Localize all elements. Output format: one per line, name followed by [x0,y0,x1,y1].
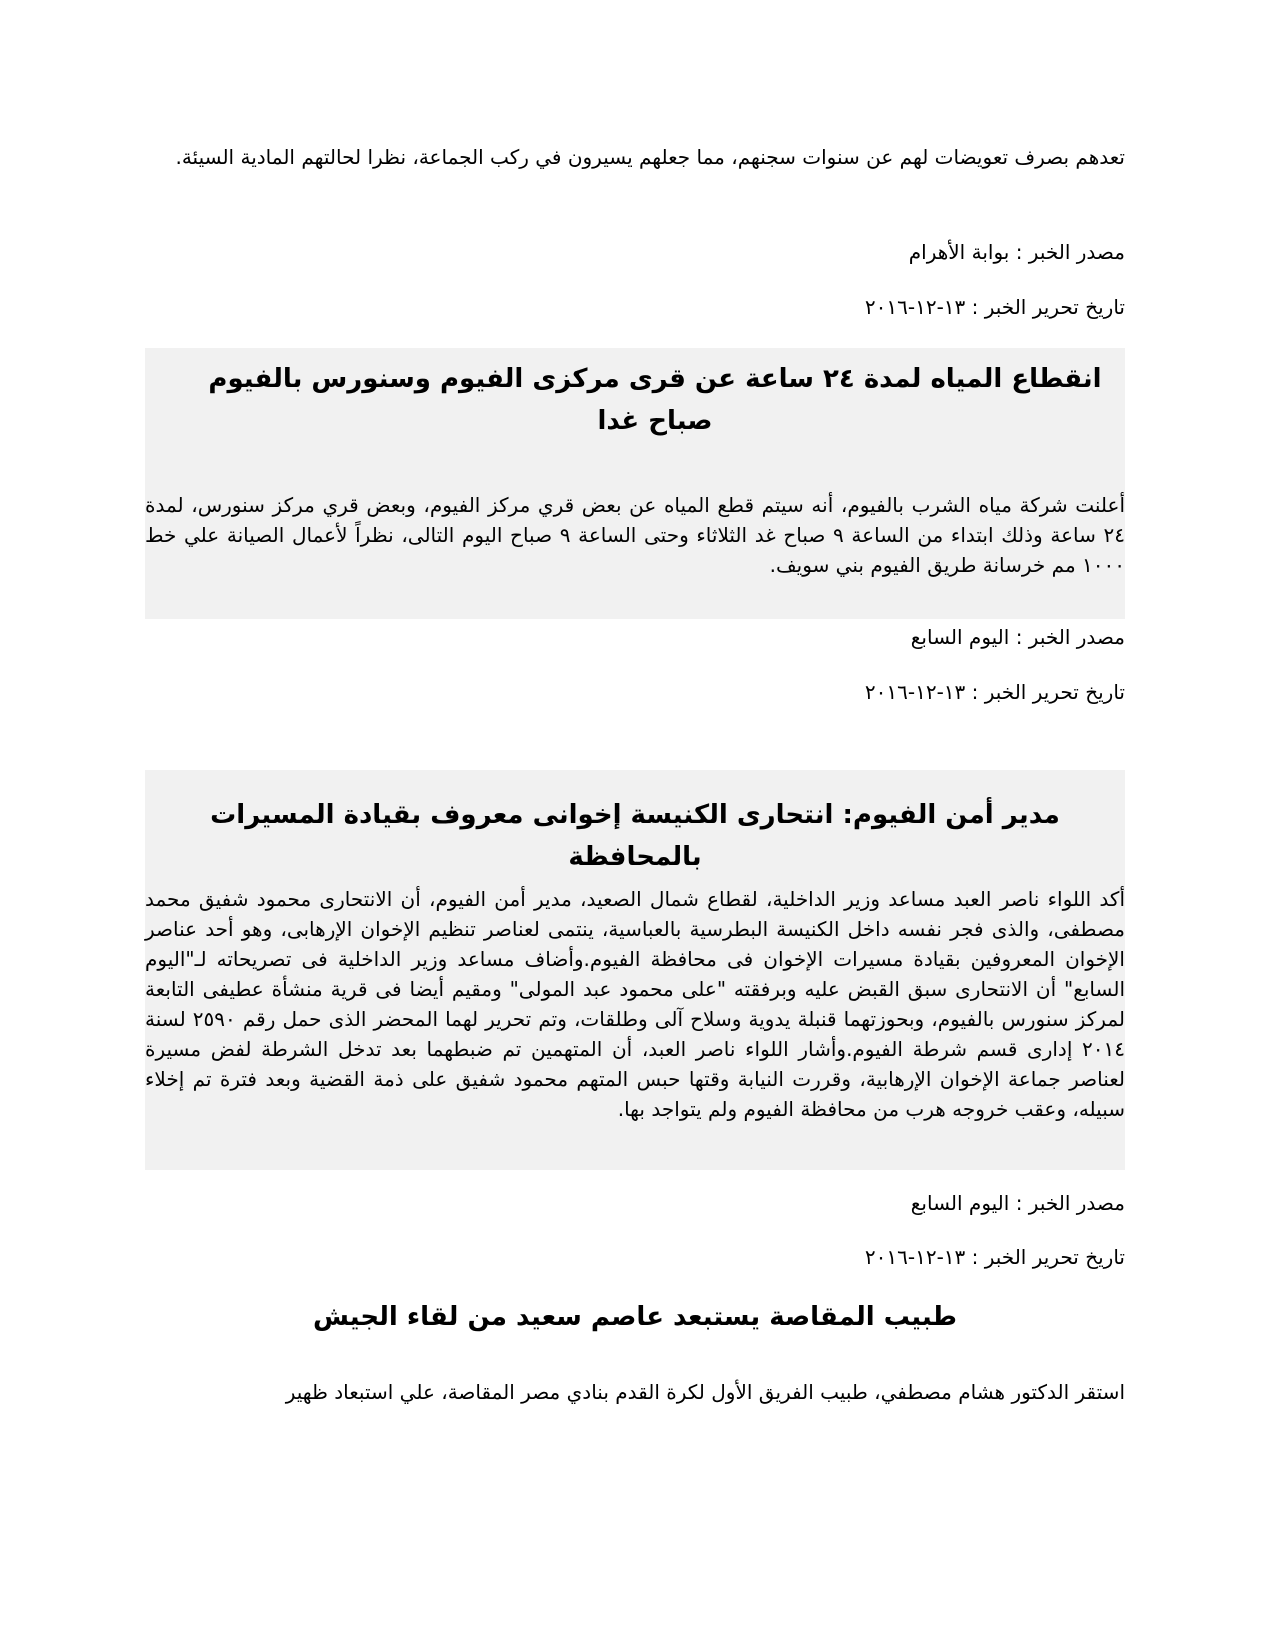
article-body: أكد اللواء ناصر العبد مساعد وزير الداخلية، لقطاع شمال الصعيد، مدير أمن الفيوم، أن الانتحارى محمود شفيق محمد مصطفى، والذى فجر نفسه داخل الكنيسة البطرسية بالعباسية، ينتمى لعناصر تنظيم الإخوان الإرهابى، وهو أحد عناصر الإخوان المعروفين بقيادة مسيرات الإخوان فى محافظة الفيوم.وأضاف مساعد وزير الداخلية فى تصريحاته لـ"اليوم السابع" أن الانتحارى سبق القبض عليه وبرفقته "على محمود عبد المولى" ومقيم أيضا فى قرية منشأة عطيفى التابعة لمركز سنورس بالفيوم، وبحوزتهما قنبلة يدوية وسلاح آلى وطلقات، وتم تحرير لهما المحضر الذى حمل رقم ٢٥٩٠ لسنة ٢٠١٤ إدارى قسم شرطة الفيوم.وأشار اللواء ناصر العبد، أن المتهمين تم ضبطهما بعد تدخل الشرطة لفض مسيرة لعناصر جماعة الإخوان الإرهابية، وقررت النيابة وقتها حبس المتهم محمود شفيق على ذمة القضية وبعد فترة تم إخلاء سبيله، وعقب خروجه هرب من محافظة الفيوم ولم يتواجد بها. [145,887,1125,1121]
news-date: تاريخ تحرير الخبر : ١٣-١٢-٢٠١٦ [864,680,1125,704]
article-headline: طبيب المقاصة يستبعد عاصم سعيد من لقاء الجيش [313,1302,957,1332]
news-source: مصدر الخبر : اليوم السابع [910,1191,1125,1215]
news-source: مصدر الخبر : بوابة الأهرام [908,240,1125,264]
article-box [145,770,1125,1170]
news-date: تاريخ تحرير الخبر : ١٣-١٢-٢٠١٦ [864,1245,1125,1269]
article-headline: مدير أمن الفيوم: انتحارى الكنيسة إخوانى معروف بقيادة المسيرات بالمحافظة [210,800,1060,872]
document-page [145,0,1125,1650]
article-body: استقر الدكتور هشام مصطفي، طبيب الفريق الأول لكرة القدم بنادي مصر المقاصة، علي استبعاد ظهير [285,1380,1125,1404]
news-source: مصدر الخبر : اليوم السابع [910,625,1125,649]
article-body: أعلنت شركة مياه الشرب بالفيوم، أنه سيتم قطع المياه عن بعض قري مركز الفيوم، وبعض قري مركز سنورس، لمدة ٢٤ ساعة وذلك ابتداء من الساعة ٩ صباح غد الثلاثاء وحتى الساعة ٩ صباح اليوم التالى، نظراً لأعمال الصيانة علي خط ١٠٠٠ مم خرسانة طريق الفيوم بني سويف. [145,493,1126,577]
article-headline: انقطاع المياه لمدة ٢٤ ساعة عن قرى مركزى الفيوم وسنورس بالفيوم صباح غدا [208,364,1102,436]
intro-paragraph: تعدهم بصرف تعويضات لهم عن سنوات سجنهم، مما جعلهم يسيرون في ركب الجماعة، نظرا لحالتهم المادية السيئة. [175,145,1125,169]
news-date: تاريخ تحرير الخبر : ١٣-١٢-٢٠١٦ [864,295,1125,319]
article-box [145,348,1125,619]
